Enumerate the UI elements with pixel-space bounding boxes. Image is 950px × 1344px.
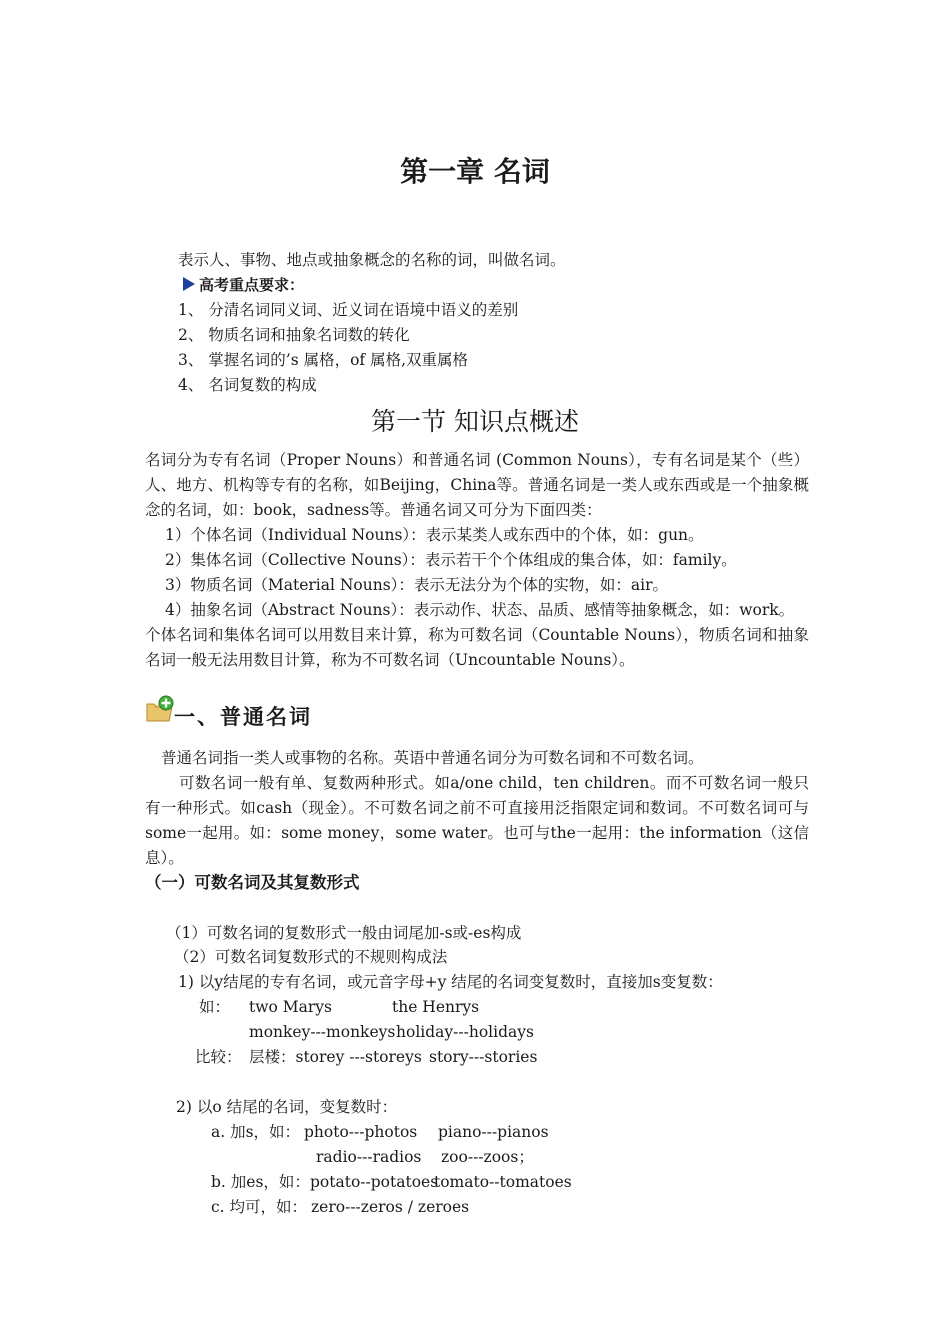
key-requirements-heading bbox=[183, 273, 304, 298]
common-nouns-paragraph: 普通名词指一类人或事物的名称。英语中普通名词分为可数名词和不可数名词。 bbox=[161, 749, 704, 767]
countable-plural-heading: （一）可数名词及其复数形式 bbox=[145, 873, 360, 892]
compare-word: 层楼：storey ---storeys bbox=[249, 1048, 422, 1066]
noun-type-item: 3）物质名词（Material Nouns）：表示无法分为个体的实物，如：air。 bbox=[165, 576, 669, 594]
requirement-item: 3、 掌握名词的’s 属格，of 属格,双重属格 bbox=[178, 351, 469, 369]
example-word: two Marys bbox=[249, 998, 332, 1016]
section-title: 第一节 知识点概述 bbox=[371, 407, 579, 436]
chapter-title: 第一章 名词 bbox=[400, 155, 550, 188]
example-word: zoo---zoos； bbox=[441, 1148, 534, 1166]
example-word: potato--potatoes bbox=[310, 1173, 439, 1191]
sub-rule-label: a. 加s，如： bbox=[211, 1123, 301, 1141]
intro-text: 表示人、事物、地点或抽象概念的名称的词，叫做名词。 bbox=[178, 251, 566, 269]
key-requirements-label: 高考重点要求： bbox=[199, 276, 305, 294]
compare-label: 比较： bbox=[195, 1048, 242, 1066]
countable-note: 个体名词和集体名词可以用数目来计算，称为可数名词（Countable Nouns），物质名词和抽象名词一般无法用数目计算，称为不可数名词（Uncountable Nouns）。 bbox=[145, 626, 809, 669]
plural-rule-2: （2）可数名词复数形式的不规则构成法 bbox=[174, 948, 448, 966]
sub-rule-label: b. 加es，如： bbox=[211, 1173, 310, 1191]
example-word: monkey---monkeys bbox=[249, 1023, 396, 1041]
folder-add-icon bbox=[145, 695, 175, 725]
arrow-bullet-icon bbox=[183, 277, 195, 291]
common-nouns-heading: 一、普通名词 bbox=[174, 705, 312, 729]
compare-word: story---stories bbox=[429, 1048, 538, 1066]
noun-type-item: 2）集体名词（Collective Nouns）：表示若干个个体组成的集合体，如：family。 bbox=[165, 551, 737, 569]
example-word: tomato--tomatoes bbox=[434, 1173, 572, 1191]
noun-type-item: 1）个体名词（Individual Nouns）：表示某类人或东西中的个体，如：gun。 bbox=[165, 526, 704, 544]
example-word: piano---pianos bbox=[438, 1123, 549, 1141]
example-word: photo---photos bbox=[304, 1123, 418, 1141]
overview-paragraph: 名词分为专有名词（Proper Nouns）和普通名词 (Common Nouns），专有名词是某个（些）人、地方、机构等专有的名称，如Beijing，China等。普通名词是一类人或东西或是一个抽象概念的名词，如：book，sadness等。普通名词又可分为下面四类： bbox=[145, 451, 809, 519]
countable-forms-paragraph: 可数名词一般有单、复数两种形式。如a/one child，ten children。而不可数名词一般只有一种形式。如cash（现金）。不可数名词之前不可直接用泛指限定词和数词。不可数名词可与some一起用。如：some money，some water。也可与the一起用：the information（这信息）。 bbox=[145, 774, 809, 867]
example-word: zero---zeros / zeroes bbox=[311, 1198, 470, 1216]
example-word: holiday---holidays bbox=[396, 1023, 534, 1041]
y-ending-rule: 1) 以y结尾的专有名词，或元音字母+y 结尾的名词变复数时，直接加s变复数： bbox=[178, 973, 723, 991]
sub-rule-label: c. 均可，如： bbox=[211, 1198, 308, 1216]
o-ending-rule: 2) 以o 结尾的名词，变复数时： bbox=[176, 1098, 398, 1116]
requirement-item: 2、 物质名词和抽象名词数的转化 bbox=[178, 326, 410, 344]
requirement-item: 4、 名词复数的构成 bbox=[178, 376, 317, 394]
example-word: radio---radios bbox=[316, 1148, 422, 1166]
example-label: 如： bbox=[199, 998, 231, 1016]
requirement-item: 1、 分清名词同义词、近义词在语境中语义的差别 bbox=[178, 301, 519, 319]
example-word: the Henrys bbox=[392, 998, 480, 1016]
plural-rule-1: （1）可数名词的复数形式一般由词尾加-s或-es构成 bbox=[166, 924, 522, 942]
noun-type-item: 4）抽象名词（Abstract Nouns）：表示动作、状态、品质、感情等抽象概念，如：work。 bbox=[165, 601, 795, 619]
